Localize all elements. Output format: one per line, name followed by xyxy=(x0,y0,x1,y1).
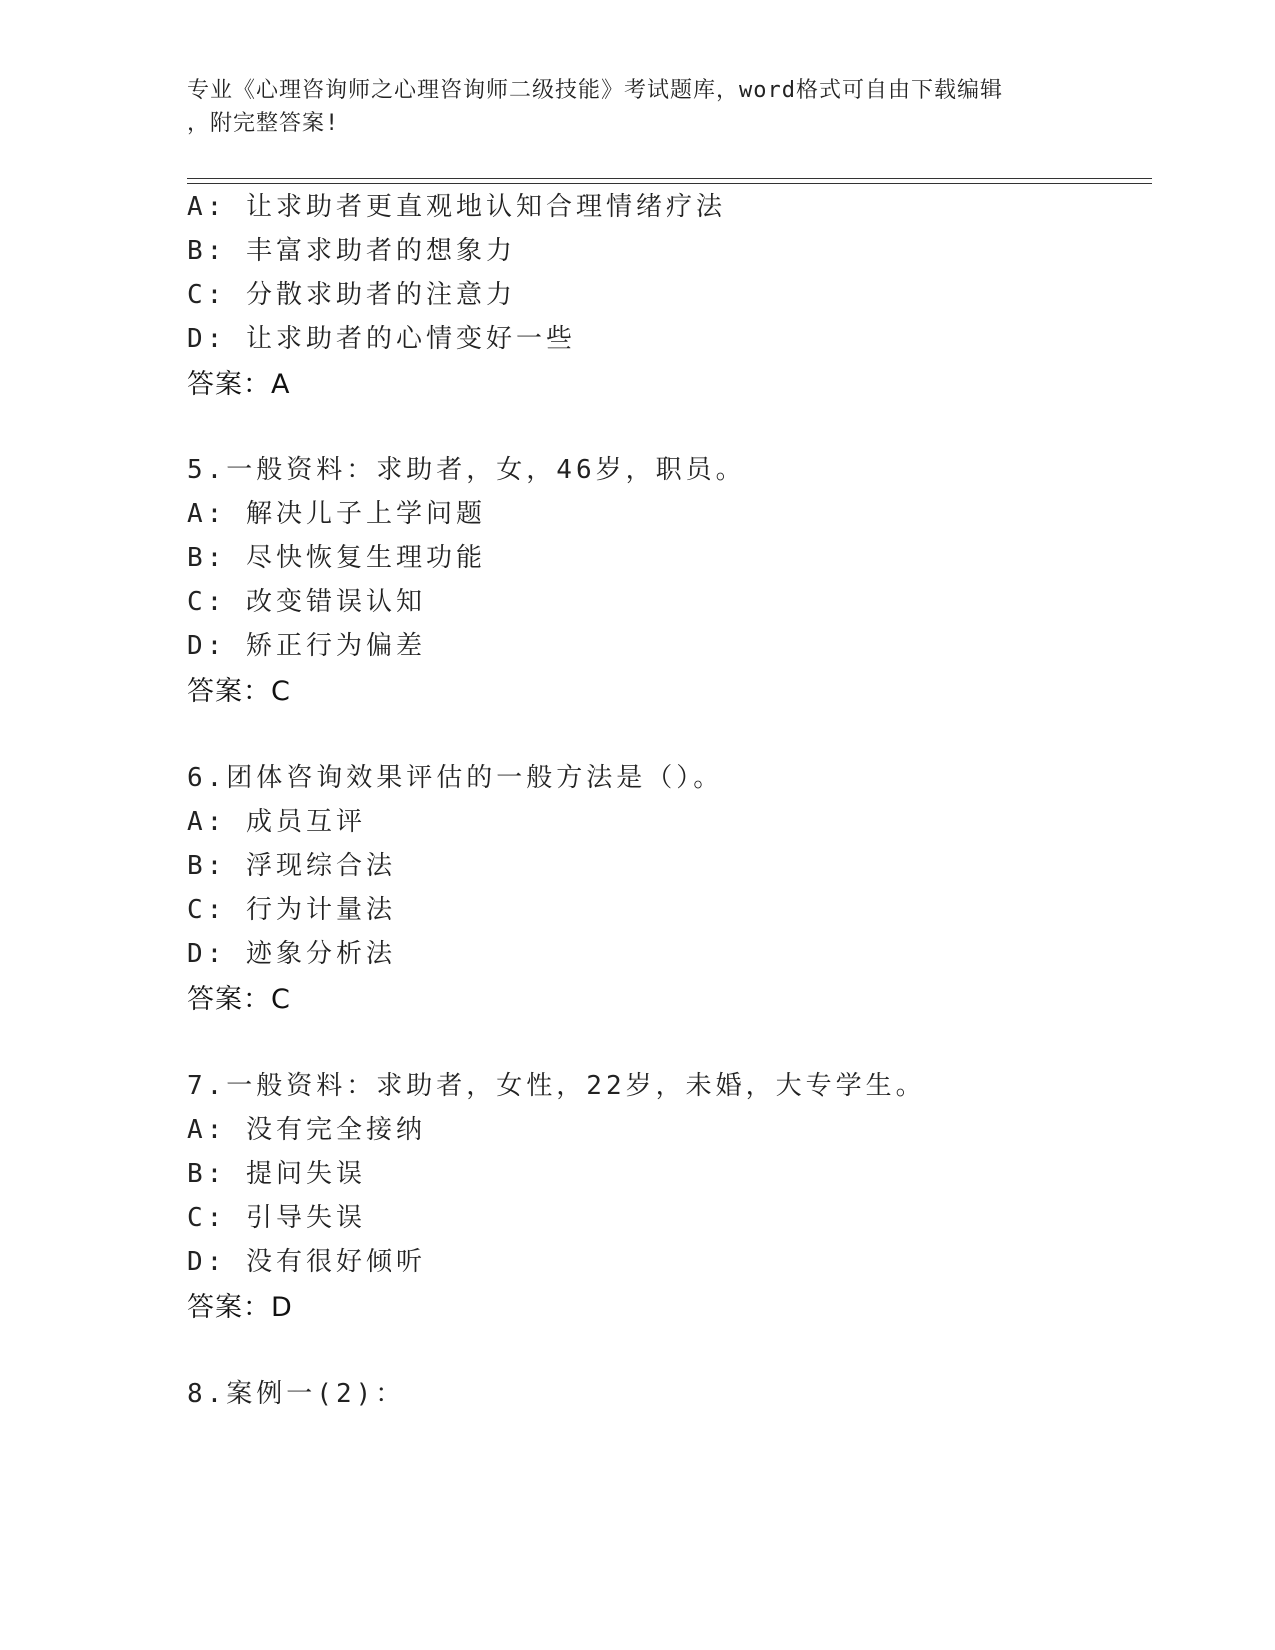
q7-option-a: A: 没有完全接纳 xyxy=(187,1115,426,1145)
q6-option-d: D: 迹象分析法 xyxy=(187,939,396,969)
prev-option-a: A: 让求助者更直观地认知合理情绪疗法 xyxy=(187,192,726,222)
q5-option-a: A: 解决儿子上学问题 xyxy=(187,499,486,529)
q6-answer: 答案：C xyxy=(187,984,291,1015)
q8-stem: 8.案例一(2)： xyxy=(187,1379,406,1409)
q5-option-c: C: 改变错误认知 xyxy=(187,587,426,617)
prev-answer: 答案：A xyxy=(187,369,291,400)
q6-option-a: A: 成员互评 xyxy=(187,807,366,837)
header-divider-top xyxy=(187,178,1152,179)
q6-stem: 6.团体咨询效果评估的一般方法是（）。 xyxy=(187,763,724,793)
header-divider-bottom xyxy=(187,183,1152,184)
prev-option-c: C: 分散求助者的注意力 xyxy=(187,280,516,310)
prev-option-d: D: 让求助者的心情变好一些 xyxy=(187,324,576,354)
header-title-line-2: ，附完整答案! xyxy=(187,111,340,136)
q6-option-c: C: 行为计量法 xyxy=(187,895,396,925)
header-title-line-1: 专业《心理咨询师之心理咨询师二级技能》考试题库，word格式可自由下载编辑 xyxy=(187,78,1003,103)
q5-stem: 5.一般资料：求助者，女，46岁，职员。 xyxy=(187,455,746,485)
q6-option-b: B: 浮现综合法 xyxy=(187,851,396,881)
q7-option-b: B: 提问失误 xyxy=(187,1159,366,1189)
q7-answer: 答案：D xyxy=(187,1292,293,1323)
prev-option-b: B: 丰富求助者的想象力 xyxy=(187,236,516,266)
q5-option-d: D: 矫正行为偏差 xyxy=(187,631,426,661)
q5-option-b: B: 尽快恢复生理功能 xyxy=(187,543,486,573)
q7-option-c: C: 引导失误 xyxy=(187,1203,366,1233)
document-header xyxy=(187,74,1087,140)
q7-stem: 7.一般资料：求助者，女性，22岁，未婚，大专学生。 xyxy=(187,1071,926,1101)
q5-answer: 答案：C xyxy=(187,676,291,707)
q7-option-d: D: 没有很好倾听 xyxy=(187,1247,426,1277)
